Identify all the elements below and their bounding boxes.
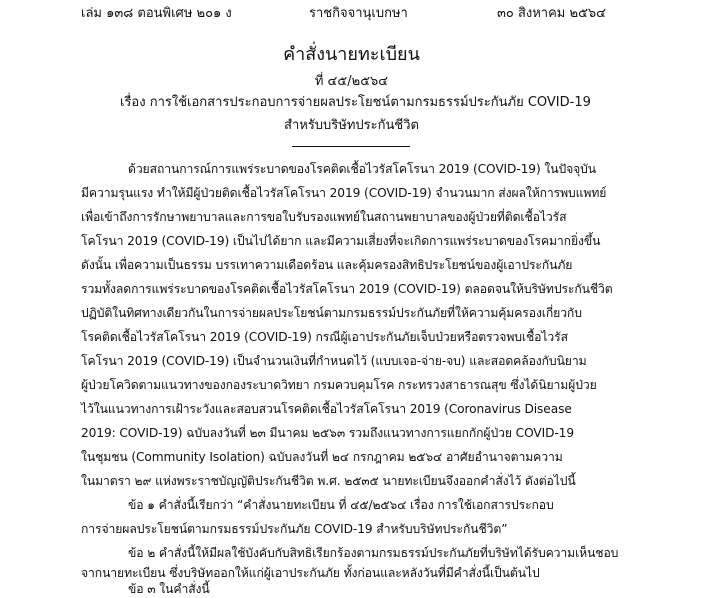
body-line: 2019: COVID-19) ฉบับลงวันที่ ๒๓ มีนาคม ๒๕๖๓ รวมถึงแนวทางการแยกกักผู้ป่วย COVID-19	[81, 426, 574, 440]
clause-2-line: ข้อ ๒ คำสั่งนี้ให้มีผลใช้บังคับกับสิทธิเรียกร้องตามกรมธรรม์ประกันภัยที่บริษัทได้รับความเห็นชอบ	[128, 546, 619, 560]
body-line: โคโรนา 2019 (COVID-19) เป็นจำนวนเงินที่กำหนดไว้ (แบบเจอ-จ่าย-จบ) และสอดคล้องกับนิยาม	[81, 354, 587, 368]
body-line: เพื่อเข้าถึงการรักษาพยาบาลและการขอใบรับรองแพทย์ในสถานพยาบาลของผู้ป่วยที่ติดเชื้อไวรัส	[81, 210, 567, 224]
order-number: ที่ ๔๕/๒๕๖๔	[314, 74, 389, 89]
body-line: โรคติดเชื้อไวรัสโคโรนา 2019 (COVID-19) กรณีผู้เอาประกันภัยเจ็บป่วยหรือตรวจพบเชื้อไวรัส	[81, 330, 568, 344]
body-line: รวมทั้งลดการแพร่ระบาดของโรคติดเชื้อไวรัสโคโรนา 2019 (COVID-19) ตลอดจนให้บริษัทประกันชีวิต	[81, 282, 613, 296]
body-line: ในมาตรา ๒๙ แห่งพระราชบัญญัติประกันชีวิต พ.ศ. ๒๕๓๕ นายทะเบียนจึงออกคำสั่งไว้ ดังต่อไปนี้	[81, 474, 576, 488]
gazette-name: ราชกิจจานุเบกษา	[309, 6, 408, 21]
order-title: คำสั่งนายทะเบียน	[283, 44, 420, 65]
gazette-volume-info: เล่ม ๑๓๘ ตอนพิเศษ ๒๐๑ ง	[81, 6, 232, 21]
body-line: ดังนั้น เพื่อความเป็นธรรม บรรเทาความเดือดร้อน และคุ้มครองสิทธิประโยชน์ของผู้เอาประกันภัย	[81, 258, 573, 272]
order-subject-line-2: สำหรับบริษัทประกันชีวิต	[284, 118, 419, 133]
body-line: ปฏิบัติในทิศทางเดียวกันในการจ่ายผลประโยชน์ตามกรมธรรม์ประกันภัยที่ให้ความคุ้มครองเกี่ยวกับ	[81, 306, 582, 320]
title-divider	[292, 146, 410, 147]
body-line: ในชุมชน (Community Isolation) ฉบับลงวันที่ ๒๔ กรกฎาคม ๒๕๖๔ อาศัยอำนาจตามความ	[81, 450, 563, 464]
clause-2-line: จากนายทะเบียน ซึ่งบริษัทออกให้แก่ผู้เอาประกันภัย ทั้งก่อนและหลังวันที่มีคำสั่งนี้เป็นต้นไป	[81, 566, 540, 580]
body-line: มีความรุนแรง ทำให้มีผู้ป่วยติดเชื้อไวรัสโคโรนา 2019 (COVID-19) จำนวนมาก ส่งผลให้การพบแพทย์	[81, 186, 607, 200]
body-line: ไว้ในแนวทางการเฝ้าระวังและสอบสวนโรคติดเชื้อไวรัสโคโรนา 2019 (Coronavirus Disease	[81, 402, 572, 416]
clause-1-line: การจ่ายผลประโยชน์ตามกรมธรรม์ประกันภัย COVID-19 สำหรับบริษัทประกันชีวิต”	[81, 522, 508, 536]
gazette-date: ๓๐ สิงหาคม ๒๕๖๔	[497, 6, 607, 21]
body-line: โคโรนา 2019 (COVID-19) เป็นไปได้ยาก และมีความเสี่ยงที่จะเกิดการแพร่ระบาดของโรคมากยิ่งขึ้น	[81, 234, 601, 248]
clause-1-line: ข้อ ๑ คำสั่งนี้เรียกว่า “คำสั่งนายทะเบียน ที่ ๔๕/๒๕๖๔ เรื่อง การใช้เอกสารประกอบ	[128, 498, 554, 512]
body-line: ด้วยสถานการณ์การแพร่ระบาดของโรคติดเชื้อไวรัสโคโรนา 2019 (COVID-19) ในปัจจุบัน	[128, 162, 597, 176]
order-subject-line-1: เรื่อง การใช้เอกสารประกอบการจ่ายผลประโยชน์ตามกรมธรรม์ประกันภัย COVID-19	[120, 95, 591, 110]
clause-3-line: ข้อ ๓ ในคำสั่งนี้	[128, 582, 210, 596]
body-line: ผู้ป่วยโควิดตามแนวทางของกองระบาดวิทยา กรมควบคุมโรค กระทรวงสาธารณสุข ซึ่งได้นิยามผู้ป่วย	[81, 378, 597, 392]
